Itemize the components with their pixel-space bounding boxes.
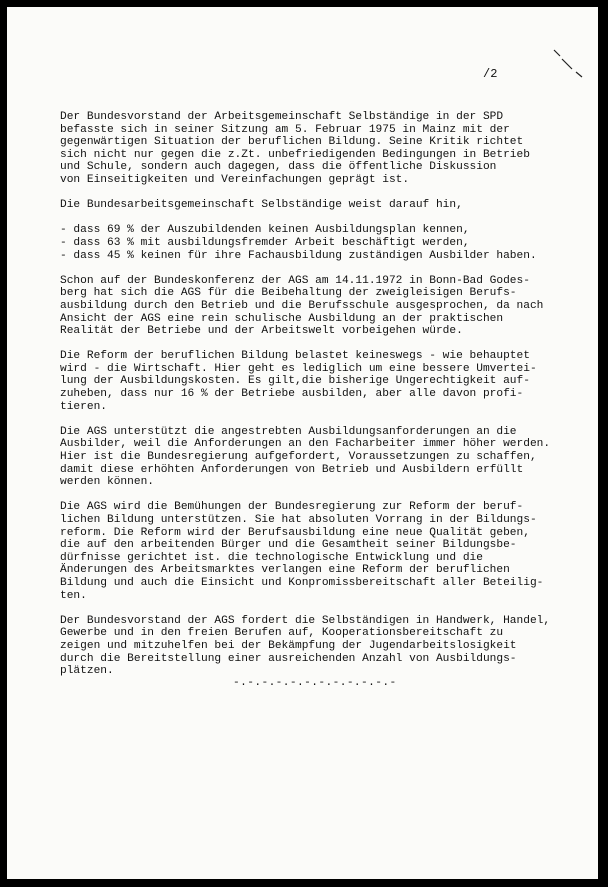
paragraph-lead-in: Die Bundesarbeitsgemeinschaft Selbständige weist darauf hin,	[60, 199, 463, 212]
list-item: - dass 45 % keinen für ihre Fachausbildung zuständigen Ausbilder haben.	[60, 249, 537, 262]
paragraph-bundesregierung: Die AGS wird die Bemühungen der Bundesregierung zur Reform der beruf- lichen Bildung unterstützen. Sie hat absoluten Vorrang in der Bildungs- reform. Die Reform wird der Berufsausbildung eine neue Qualität geben, die auf den arbeitenden Bürger und die Gesamtheit seiner Bildungsbe- dürfnisse gerichtet ist. die technologische Entwicklung und die Änderungen des Arbeitsmarktes verlangen eine Reform der beruflichen Bildung und auch die Einsicht und Konpromissbereitschaft aller Beteilig- ten.	[60, 501, 544, 602]
list-item: - dass 69 % der Auszubildenden keinen Ausbildungsplan kennen,	[60, 224, 470, 237]
statistics-list	[60, 224, 580, 262]
page-number: /2	[483, 67, 498, 81]
closing-separator: -.-.-.-.-.-.-.-.-.-.-.-	[233, 677, 397, 689]
letter-body	[60, 111, 580, 690]
paragraph-ausbilder: Die AGS unterstützt die angestrebten Ausbildungsanforderungen an die Ausbilder, weil die Anforderungen an den Facharbeiter immer höher werden. Hier ist die Bundesregierung aufgefordert, Voraussetzungen zu schaffen, damit diese erhöhten Anforderungen von Betrieb und Ausbildern erfüllt werden können.	[60, 425, 551, 489]
list-item: - dass 63 % mit ausbildungsfremder Arbeit beschäftigt werden,	[60, 236, 470, 249]
document-page	[7, 7, 598, 879]
paragraph-reform-costs: Die Reform der beruflichen Bildung belastet keineswegs - wie behauptet wird - die Wirtschaft. Hier geht es lediglich um eine bessere Umvertei- lung der Ausbildungskosten. Es gilt,die bisherige Ungerechtigkeit auf- zuheben, dass nur 16 % der Betriebe ausbilden, aber alle davon profi- tieren.	[60, 350, 537, 413]
paragraph-appeal: Der Bundesvorstand der AGS fordert die Selbständigen in Handwerk, Handel, Gewerbe und in den freien Berufen auf, Kooperationsbereitschaft zu zeigen und mitzuhelfen bei der Bekämpfung der Jugendarbeitslosigkeit durch die Bereitstellung einer ausreichenden Anzahl von Ausbildungs- plätzen.	[60, 614, 551, 678]
paragraph-bundeskonferenz: Schon auf der Bundeskonferenz der AGS am 14.11.1972 in Bonn-Bad Godes- berg hat sich die AGS für die Beibehaltung der zweigleisigen Berufs- ausbildung durch den Betrieb und die Berufsschule ausgesprochen, da nach Ansicht der AGS eine rein schulische Ausbildung an der praktischen Realität der Betriebe und der Arbeitswelt vorbeigehen würde.	[60, 274, 544, 338]
paragraph-intro: Der Bundesvorstand der Arbeitsgemeinschaft Selbständige in der SPD befasste sich in seiner Sitzung am 5. Februar 1975 in Mainz mit der gegenwärtigen Situation der beruflichen Bildung. Seine Kritik richtet sich nicht nur gegen die z.Zt. unbefriedigenden Bedingungen in Betrieb und Schule, sondern auch dagegen, dass die öffentliche Diskussion von Einseitigkeiten und Vereinfachungen geprägt ist.	[60, 111, 530, 186]
pencil-mark-icon	[552, 47, 592, 79]
